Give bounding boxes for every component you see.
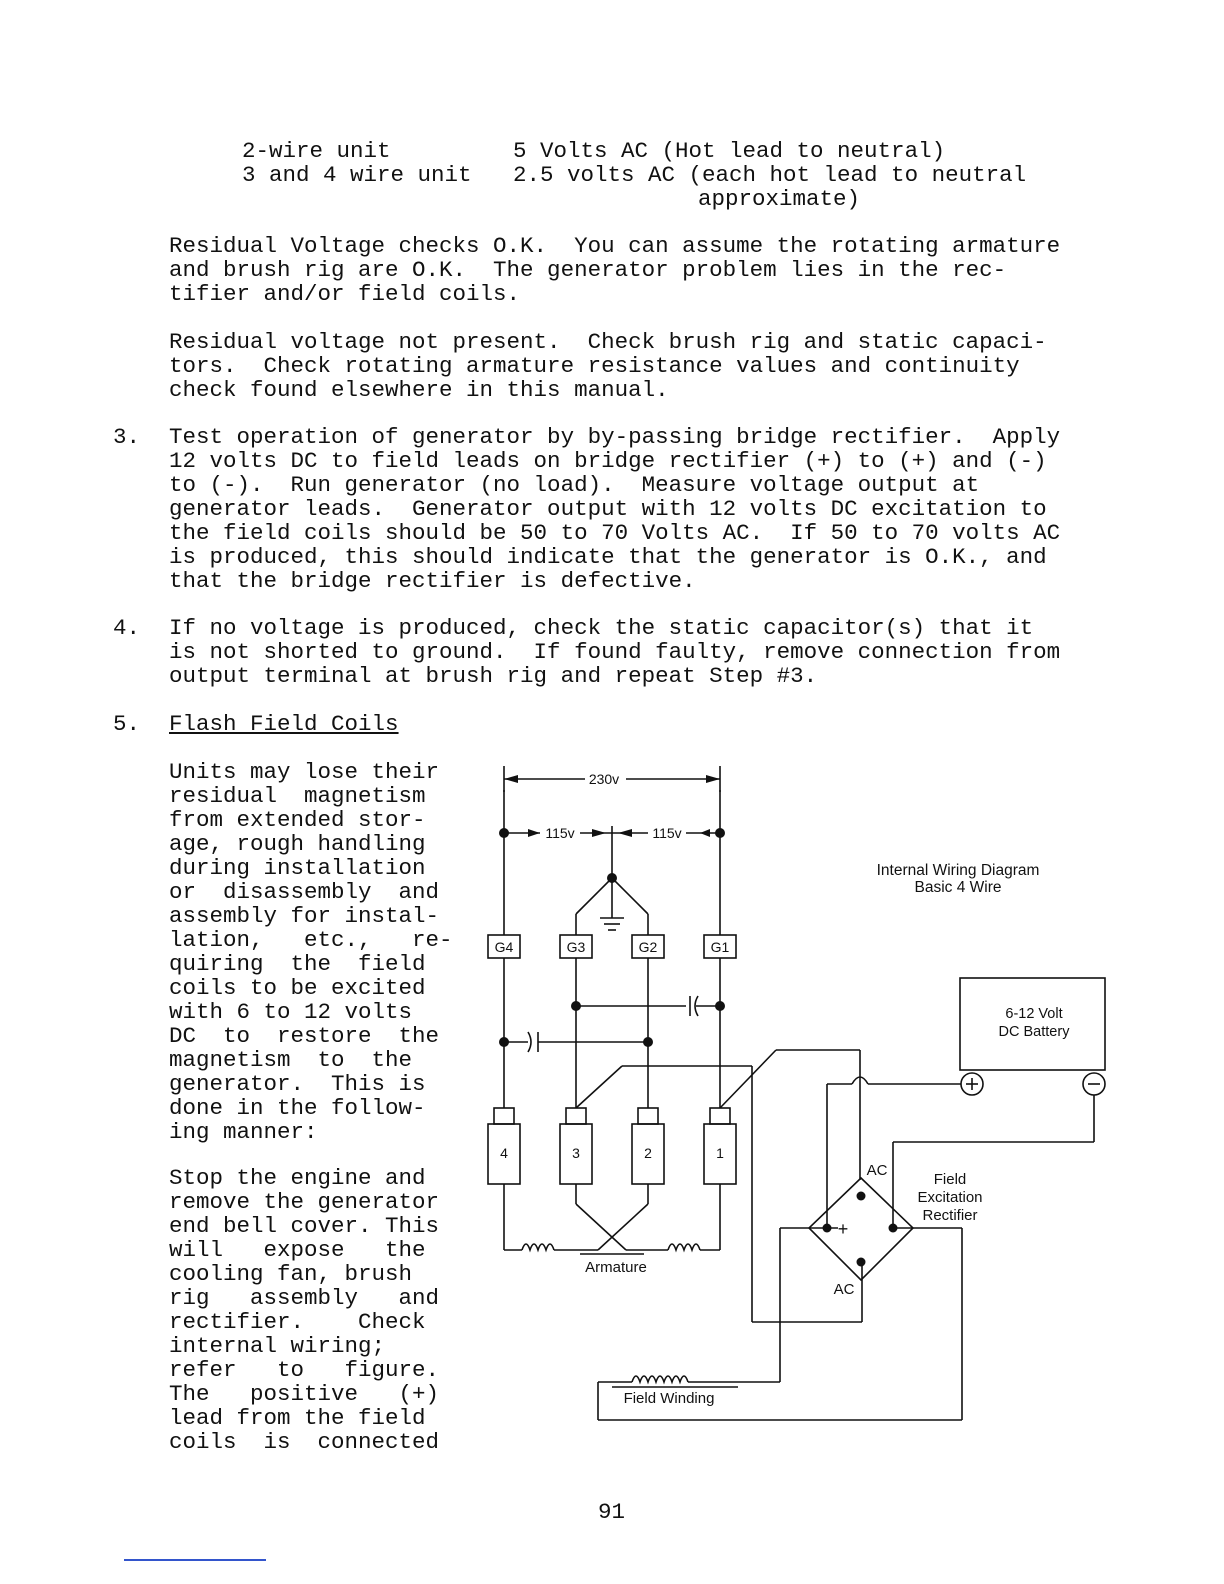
label-g2: G2 xyxy=(638,939,658,955)
table-unit-2wire: 2-wire unit xyxy=(242,138,391,164)
battery-label-1: 6-12 Volt xyxy=(1005,1006,1063,1022)
table-value-3-4wire: 2.5 volts AC (each hot lead to neutral xyxy=(513,162,1027,188)
rectifier-label-1: Field xyxy=(933,1171,967,1188)
rectifier-label-2: Excitation xyxy=(917,1189,983,1206)
label-230v: 230v xyxy=(588,771,620,787)
brush-2: 2 xyxy=(644,1145,652,1161)
label-field-winding: Field Winding xyxy=(623,1390,715,1407)
step-5-heading: Flash Field Coils xyxy=(169,711,399,737)
label-armature: Armature xyxy=(585,1259,647,1276)
brush-4: 4 xyxy=(500,1145,508,1161)
table-unit-3-4wire: 3 and 4 wire unit xyxy=(242,162,472,188)
brush-1: 1 xyxy=(716,1145,724,1161)
diagram-subtitle: Basic 4 Wire xyxy=(914,879,1002,896)
battery-label-2: DC Battery xyxy=(998,1024,1070,1040)
footer-rule xyxy=(124,1559,266,1561)
label-115v-right: 115v xyxy=(652,825,682,841)
label-ac-top: AC xyxy=(866,1162,888,1179)
table-value-3-4wire-cont: approximate) xyxy=(698,186,861,212)
label-g4: G4 xyxy=(494,939,514,955)
label-115v-left: 115v xyxy=(545,825,575,841)
step-5-number: 5. xyxy=(113,711,141,737)
label-g1: G1 xyxy=(710,939,730,955)
label-plus: + xyxy=(837,1219,849,1239)
diagram-title: Internal Wiring Diagram xyxy=(876,862,1040,879)
step-3-number: 3. xyxy=(113,424,141,450)
step-4-number: 4. xyxy=(113,615,141,641)
page-number: 91 xyxy=(598,1499,626,1525)
brush-3: 3 xyxy=(572,1145,580,1161)
label-ac-bottom: AC xyxy=(833,1281,855,1298)
table-value-2wire: 5 Volts AC (Hot lead to neutral) xyxy=(513,138,946,164)
label-g3: G3 xyxy=(566,939,586,955)
rectifier-label-3: Rectifier xyxy=(922,1207,978,1224)
